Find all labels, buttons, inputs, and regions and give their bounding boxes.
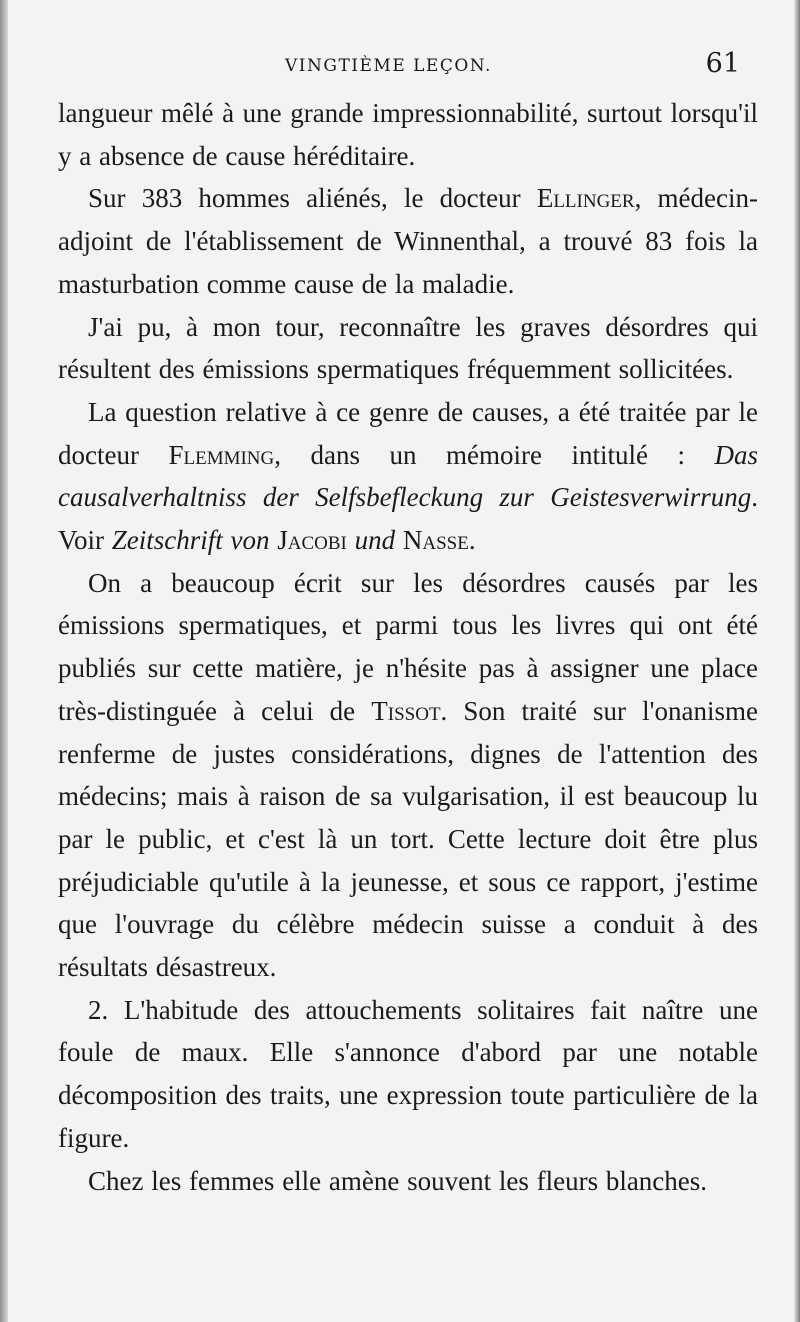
page-body [58, 92, 758, 1202]
paragraph-4 [58, 391, 758, 562]
paragraph-4-text-c: . Voir [58, 482, 758, 556]
paragraph-1: langueur mêlé à une grande impressionnabilité, surtout lorsqu'il y a absence de cause héréditaire. [58, 98, 758, 171]
paragraph-5-text-a: On a beaucoup écrit sur les désordres causés par les émissions spermatiques, et parmi tous les livres qui ont été publiés sur cette matière, je n'hésite pas à assigner une place très-distinguée à celui de [58, 567, 758, 726]
paragraph-4-space-3 [395, 525, 403, 555]
author-name-tissot: Tissot [371, 695, 441, 726]
page-edge-left [0, 0, 8, 1322]
paragraph-2-text-a: Sur 383 hommes aliénés, le docteur [88, 183, 537, 214]
paragraph-4-text-a: La question relative à ce genre de causes, a été traitée par le docteur [58, 396, 758, 470]
cited-title-journal: Zeitschrift von [111, 525, 270, 556]
paragraph-5 [58, 562, 758, 989]
paragraph-5-text-b: . Son traité sur l'onanisme renferme de justes considérations, dignes de l'attention des médecins; mais à raison de sa vulgarisation, il est beaucoup lu par le public, et c'est là un tort. Cette lecture doit être plus préjudiciable qu'utile à la jeunesse, et sous ce rapport, j'estime que l'ouvrage du célèbre médecin suisse a conduit à des résultats désastreux. [58, 695, 758, 983]
paragraph-2-text-b: , médecin-adjoint de l'établissement de Winnenthal, a trouvé 83 fois la masturbation comme cause de la maladie. [58, 183, 758, 299]
author-name-flemming: Flemming [168, 439, 275, 470]
author-name-jacobi: Jacobi [277, 525, 347, 556]
author-name-ellinger: Ellinger [536, 183, 635, 214]
paragraph-3: J'ai pu, à mon tour, reconnaître les graves désordres qui résultent des émissions spermatiques fréquemment sollicitées. [58, 311, 758, 385]
conjunction-und: und [354, 525, 396, 556]
page-header [60, 48, 740, 88]
cited-title-memoir: Das causalverhaltniss der Selfsbefleckung zur Geistesverwirrung [58, 439, 758, 513]
paragraph-4-space-2 [347, 525, 355, 555]
page-edge-right [794, 0, 800, 1322]
paragraph-7: Chez les femmes elle amène souvent les fleurs blanches. [88, 1165, 708, 1196]
paragraph-6: 2. L'habitude des attouchements solitaires fait naître une foule de maux. Elle s'annonce d'abord par une notable décomposition des traits, une expression toute particulière de la figure. [58, 994, 758, 1153]
paragraph-4-text-d: . [468, 525, 476, 556]
author-name-nasse: Nasse [402, 525, 469, 556]
running-head: VINGTIÈME LEÇON. [285, 56, 492, 76]
page-number: 61 [705, 48, 740, 79]
paragraph-2 [58, 177, 758, 305]
paragraph-4-text-b: , dans un mémoire intitulé : [274, 439, 715, 470]
